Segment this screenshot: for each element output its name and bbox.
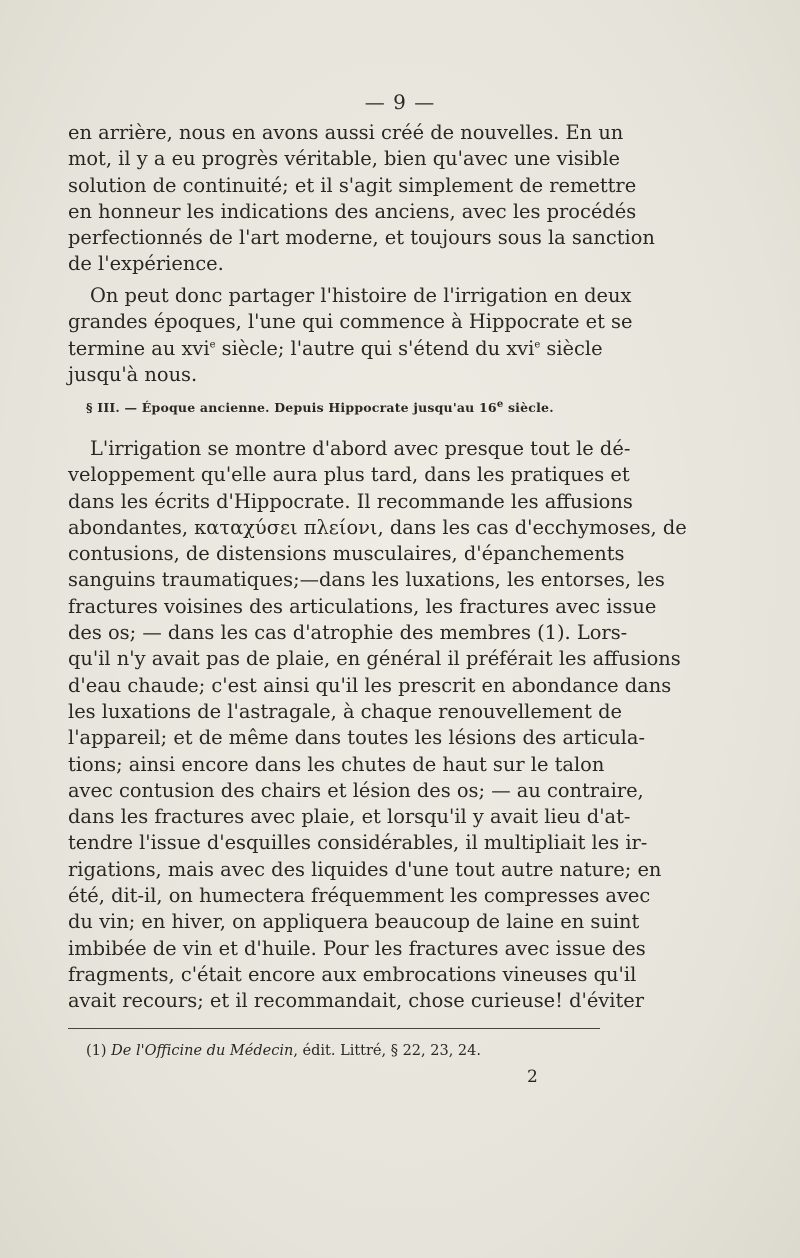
text-line: abondantes, καταχύσει πλείονι, dans les cas d'ecchymoses, de [68,515,687,539]
text-line: mot, il y a eu progrès véritable, bien qu'avec une visible [68,147,621,171]
text-line: des os; — dans les cas d'atrophie des membres (1). Lors- [68,621,628,645]
text-line: grandes époques, l'une qui commence à Hippocrate et se [68,310,633,334]
text-line: avec contusion des chairs et lésion des os; — au contraire, [68,778,644,802]
signature-mark: 2 [527,1067,538,1087]
text-line: imbibée de vin et d'huile. Pour les fractures avec issue des [68,936,646,960]
paragraph-epochs [68,283,633,388]
paragraph-hippocrates [68,436,687,1015]
page-number: — 9 — [364,90,436,114]
text-line: qu'il n'y avait pas de plaie, en général il préférait les affusions [68,647,681,671]
text-line: sanguins traumatiques;—dans les luxations, les entorses, les [68,568,665,592]
text-line: On peut donc partager l'histoire de l'irrigation en deux [90,284,632,307]
text-line: tions; ainsi encore dans les chutes de haut sur le talon [68,752,605,776]
text-line: rigations, mais avec des liquides d'une tout autre nature; en [68,857,662,881]
text-line: solution de continuité; et il s'agit simplement de remettre [68,173,637,197]
text-line: contusions, de distensions musculaires, d'épanchements [68,542,625,566]
text-line: de l'expérience. [68,252,224,276]
text-line: termine au xvi$^e$ siècle; l'autre qui s'étend du xvi$^e$ siècle [68,336,603,360]
text-line: en honneur les indications des anciens, avec les procédés [68,199,637,223]
footnote-marker: (1) [86,1043,107,1059]
text-line: les luxations de l'astragale, à chaque renouvellement de [68,699,623,723]
text-line: l'appareil; et de même dans toutes les lésions des articula- [68,726,645,750]
footnote-reference: , édit. Littré, § 22, 23, 24. [293,1043,481,1059]
footnote-rule [68,1028,600,1029]
section-heading: § III. — Époque ancienne. Depuis Hippocrate jusqu'au 16e siècle. [86,398,554,415]
text-line: L'irrigation se montre d'abord avec presque tout le dé- [90,437,631,460]
text-line: dans les fractures avec plaie, et lorsqu'il y avait lieu d'at- [68,805,631,829]
text-line: perfectionnés de l'art moderne, et toujours sous la sanction [68,226,655,250]
text-line: avait recours; et il recommandait, chose curieuse! d'éviter [68,989,645,1013]
text-line: dans les écrits d'Hippocrate. Il recommande les affusions [68,489,633,513]
text-line: d'eau chaude; c'est ainsi qu'il les prescrit en abondance dans [68,673,672,697]
text-line: fragments, c'était encore aux embrocations vineuses qu'il [68,962,637,986]
text-line: jusqu'à nous. [68,362,198,386]
text-line: veloppement qu'elle aura plus tard, dans les pratiques et [68,463,630,487]
paragraph-continuation [68,120,655,278]
text-line: tendre l'issue d'esquilles considérables, il multipliait les ir- [68,831,648,855]
superscript: e [534,339,541,351]
text-line: été, dit-il, on humectera fréquemment les compresses avec [68,884,651,908]
superscript: e [209,339,216,351]
text-line: du vin; en hiver, on appliquera beaucoup de laine en suint [68,910,640,934]
footnote [86,1043,566,1059]
footnote-title: De l'Officine du Médecin [111,1043,294,1059]
text-line: fractures voisines des articulations, les fractures avec issue [68,594,657,618]
text-line: en arrière, nous en avons aussi créé de nouvelles. En un [68,121,624,144]
